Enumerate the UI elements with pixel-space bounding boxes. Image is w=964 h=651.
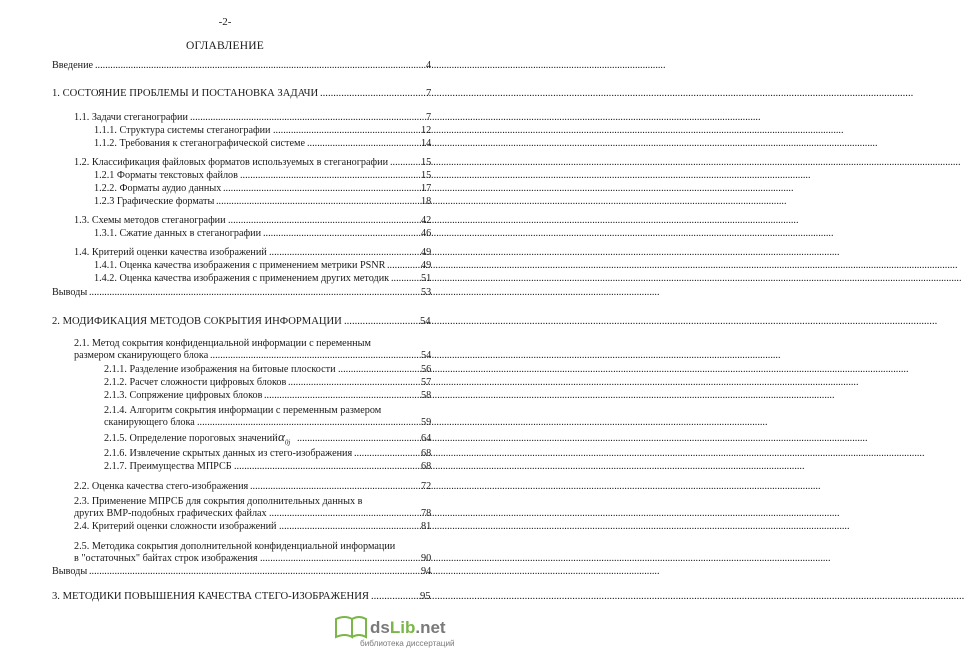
toc-page-number: 68: [421, 448, 432, 459]
toc-leader-dots: [190, 112, 425, 124]
toc-leader-dots: [263, 228, 420, 240]
watermark-name: dsLib.net: [370, 618, 446, 637]
toc-page-number: 14: [421, 138, 432, 149]
toc-entry-title: 1. СОСТОЯНИЕ ПРОБЛЕМЫ И ПОСТАНОВКА ЗАДАЧИ: [52, 88, 319, 99]
toc-entry-title: 2. МОДИФИКАЦИЯ МЕТОДОВ СОКРЫТИЯ ИНФОРМАЦИИ: [52, 316, 342, 327]
toc-page-number: 4: [426, 60, 432, 71]
toc-entry-title: размером сканирующего блока: [74, 350, 209, 361]
toc-entry-title: 2.1.2. Расчет сложности цифровых блоков: [104, 377, 287, 388]
toc-page-number: 46: [421, 228, 432, 239]
toc-entry-title: 2.1.5. Определение пороговых значений: [104, 433, 278, 444]
toc-page-number: 51: [421, 273, 432, 284]
toc-leader-dots: [250, 481, 420, 493]
toc-entry-title: 1.3.1. Сжатие данных в стеганографии: [94, 228, 262, 239]
toc-leader-dots: [371, 591, 419, 603]
toc-leader-dots: [210, 350, 420, 362]
toc-entry-title: Выводы: [52, 566, 88, 577]
toc-entry-title: 2.1.6. Извлечение скрытых данных из стего-изображения: [104, 448, 353, 459]
toc-entry-title: 3. МЕТОДИКИ ПОВЫШЕНИЯ КАЧЕСТВА СТЕГО-ИЗОБРАЖЕНИЯ: [52, 591, 369, 602]
toc-page-number: 54: [421, 350, 432, 361]
toc-entry-title: 1.1.1. Структура системы стеганографии: [94, 125, 271, 136]
toc-leader-dots: [297, 433, 420, 445]
toc-leader-dots: [288, 377, 420, 389]
toc-leader-dots: [228, 215, 420, 227]
toc-leader-dots: [89, 566, 420, 578]
toc-page-number: 56: [421, 364, 432, 375]
toc-page-number: 72: [421, 481, 432, 492]
toc-entry-title: в "остаточных" байтах строк изображения: [74, 553, 258, 564]
toc-entry-title: 2.3. Применение МПРСБ для сокрытия дополнительных данных в: [74, 496, 363, 507]
toc-page-number: 68: [421, 461, 432, 472]
toc-page-number: 58: [421, 390, 432, 401]
alpha-threshold-symbol: $\alpha_{0j}$: [278, 429, 291, 447]
toc-leader-dots: [95, 60, 425, 72]
toc-entry-title: Введение: [52, 60, 94, 71]
toc-entry-title: 1.2.2. Форматы аудио данных: [94, 183, 222, 194]
toc-leader-dots: [391, 273, 420, 285]
toc-leader-dots: [264, 390, 420, 402]
toc-page-number: 15: [421, 157, 432, 168]
toc-entry-title: 1.3. Схемы методов стеганографии: [74, 215, 226, 226]
toc-page-number: 12: [421, 125, 432, 136]
toc-page-number: 78: [421, 508, 432, 519]
toc-page-number: 15: [421, 170, 432, 181]
toc-page-number: 90: [421, 553, 432, 564]
toc-entry-title: 2.1.3. Сопряжение цифровых блоков: [104, 390, 263, 401]
toc-leader-dots: [390, 157, 420, 169]
toc-leader-dots: [269, 508, 420, 520]
toc-page-number: 94: [421, 566, 432, 577]
toc-page-number: 7: [426, 88, 432, 99]
page-title: ОГЛАВЛЕНИЕ: [186, 40, 264, 52]
toc-leader-dots: [279, 521, 420, 533]
toc-leader-dots: [216, 196, 420, 208]
toc-entry-title: 1.2.3 Графические форматы: [94, 196, 215, 207]
toc-entry-title: 2.1.1. Разделение изображения на битовые плоскости: [104, 364, 336, 375]
toc-page-number: 49: [421, 260, 432, 271]
toc-entry-title: 2.1.7. Преимущества МПРСБ: [104, 461, 232, 472]
toc-entry-title: 2.5. Методика сокрытия дополнительной конфиденциальной информации: [74, 541, 396, 552]
toc-entry-title: 1.4.2. Оценка качества изображения с применением других методик: [94, 273, 390, 284]
watermark-tagline: библиотека диссертаций: [360, 639, 455, 648]
toc-leader-dots: [269, 247, 420, 259]
toc-leader-dots: [320, 88, 425, 100]
toc-page-number: 7: [426, 112, 432, 123]
toc-page-number: 18: [421, 196, 432, 207]
toc-page-number: 42: [421, 215, 432, 226]
toc-leader-dots: [223, 183, 420, 195]
toc-page-number: 64: [421, 433, 432, 444]
toc-leader-dots: [260, 553, 420, 565]
page-number: -2-: [218, 16, 232, 28]
toc-leader-dots: [234, 461, 420, 473]
toc-leader-dots: [273, 125, 420, 137]
toc-leader-dots: [307, 138, 420, 150]
toc-entry-title: 1.4. Критерий оценки качества изображений: [74, 247, 267, 258]
toc-page-number: 17: [421, 183, 432, 194]
toc-entry-title: 2.4. Критерий оценки сложности изображений: [74, 521, 277, 532]
toc-entry-title: 1.4.1. Оценка качества изображения с применением метрики PSNR: [94, 260, 386, 271]
toc-entry-title: 1.2.1 Форматы текстовых файлов: [94, 170, 238, 181]
toc-entry-title: других ВМР-подобных графических файлах: [74, 508, 267, 519]
toc-entry-title: 2.1. Метод сокрытия конфиденциальной информации с переменным: [74, 338, 371, 349]
toc-entry-title: Выводы: [52, 287, 88, 298]
toc-page-number: 81: [421, 521, 432, 532]
toc-leader-dots: [197, 417, 420, 429]
toc-page-number: 57: [421, 377, 432, 388]
toc-entry-title: сканирующего блока: [104, 417, 195, 428]
toc-entry-title: 2.2. Оценка качества стего-изображения: [74, 481, 249, 492]
book-icon: [336, 617, 366, 637]
toc-leader-dots: [338, 364, 420, 376]
toc-page-number: 49: [421, 247, 432, 258]
toc-leader-dots: [354, 448, 420, 460]
watermark-logo: [330, 605, 455, 649]
toc-entry-title: 1.1. Задачи стеганографии: [74, 112, 188, 123]
toc-page-number: 95: [420, 591, 431, 602]
toc-leader-dots: [344, 316, 419, 328]
toc-entry-title: 1.2. Классификация файловых форматов используемых в стеганографии: [74, 157, 389, 168]
toc-page-number: 53: [421, 287, 432, 298]
toc-leader-dots: [240, 170, 420, 182]
toc-entry-title: 2.1.4. Алгоритм сокрытия информации с переменным размером: [104, 405, 382, 416]
toc-entry-title: 1.1.2. Требования к стеганографической системе: [94, 138, 305, 149]
toc-leader-dots: [89, 287, 420, 299]
toc-leader-dots: [387, 260, 420, 272]
toc-page-number: 59: [421, 417, 432, 428]
toc-page-number: 54: [420, 316, 431, 327]
